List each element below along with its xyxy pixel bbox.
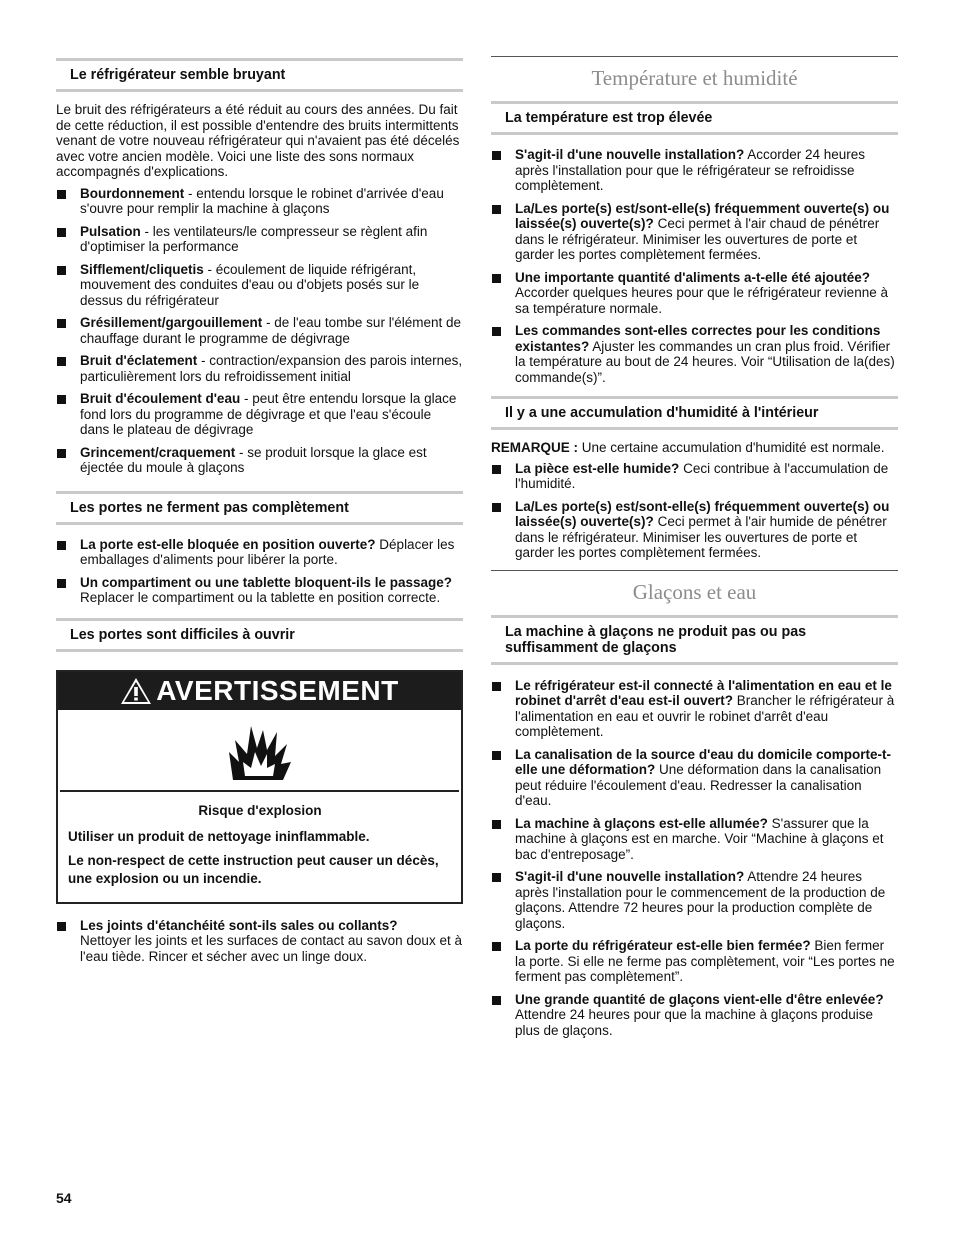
section-title-temperature: Température et humidité: [491, 56, 898, 98]
list-item: La porte est-elle bloquée en position ouverte? Déplacer les emballages d'aliments pour libérer la porte.: [56, 537, 463, 568]
list-item: Grincement/craquement - se produit lorsque la glace est éjectée du moule à glaçons: [56, 445, 463, 476]
warning-box: [56, 670, 463, 904]
list-item: Une grande quantité de glaçons vient-elle d'être enlevée? Attendre 24 heures pour que la machine à glaçons produise plus de glaçons.: [491, 992, 898, 1039]
humidity-list: [491, 461, 898, 561]
warning-title: AVERTISSEMENT: [156, 674, 399, 706]
noisy-intro: Le bruit des réfrigérateurs a été réduit au cours des années. Du fait de cette réduction, il est possible d'entendre des bruits intermittents venant de votre nouveau réfrigérateur qui n'avaient pas été décelés avec votre ancien modèle. Voici une liste des sons normaux accompagnés d'explications.: [56, 102, 460, 179]
list-item: Bourdonnement - entendu lorsque le robinet d'arrivée d'eau s'ouvre pour remplir la machine à glaçons: [56, 186, 463, 217]
list-item: La/Les porte(s) est/sont-elle(s) fréquemment ouverte(s) ou laissée(s) ouverte(s)? Ceci permet à l'air humide de pénétrer dans le réfrigérateur. Minimiser les ouvertures de porte et garder les portes complètement fermées.: [491, 499, 898, 561]
list-item: La porte du réfrigérateur est-elle bien fermée? Bien fermer la porte. Si elle ne ferme pas complètement, voir “Les portes ne ferment pas complètement”.: [491, 938, 898, 985]
heading-doors-not-closing: Les portes ne ferment pas complètement: [56, 491, 463, 525]
heading-ice-maker: La machine à glaçons ne produit pas ou pas suffisamment de glaçons: [491, 615, 898, 665]
list-item: La pièce est-elle humide? Ceci contribue à l'accumulation de l'humidité.: [491, 461, 898, 492]
list-item: La canalisation de la source d'eau du domicile comporte-t-elle une déformation? Une déformation dans la canalisation peut réduire l'écoulement d'eau. Redresser la canalisation d'eau.: [491, 747, 898, 809]
list-item: S'agit-il d'une nouvelle installation? Accorder 24 heures après l'installation pour que le réfrigérateur se refroidisse complètement.: [491, 147, 898, 194]
temp-list: [491, 147, 898, 385]
list-item: La machine à glaçons est-elle allumée? S'assurer que la machine à glaçons est en marche. Voir “Machine à glaçons et bac d'entreposage”.: [491, 816, 898, 863]
list-item: Sifflement/cliquetis - écoulement de liquide réfrigérant, mouvement des conduites d'eau ou d'objets posés sur le dessus du réfrigérateur: [56, 262, 463, 309]
warning-triangle-icon: [120, 677, 152, 705]
seals-list: [56, 918, 463, 965]
warning-pictogram: [60, 710, 459, 792]
page-number: 54: [56, 1190, 72, 1206]
heading-doors-hard-to-open: Les portes sont difficiles à ouvrir: [56, 618, 463, 652]
left-column: [56, 58, 463, 971]
warning-line-2: Le non-respect de cette instruction peut causer un décès, une explosion ou un incendie.: [68, 852, 439, 886]
warning-line-1: Utiliser un produit de nettoyage ininflammable.: [68, 828, 370, 844]
section-title-ice-water: Glaçons et eau: [491, 570, 898, 612]
list-item: Le réfrigérateur est-il connecté à l'alimentation en eau et le robinet d'arrêt d'eau est-il ouvert? Brancher le réfrigérateur à l'alimentation en eau et ouvrir le robinet d'arrêt d'eau complètement.: [491, 678, 898, 740]
warning-risk: Risque d'explosion: [198, 802, 322, 818]
list-item: Bruit d'écoulement d'eau - peut être entendu lorsque la glace fond lors du programme de dégivrage et que l'eau s'écoule dans le plateau de dégivrage: [56, 391, 463, 438]
right-column: [491, 56, 898, 1045]
doors-closing-list: [56, 537, 463, 606]
humidity-note: REMARQUE : Une certaine accumulation d'humidité est normale.: [491, 440, 885, 455]
heading-humidity: Il y a une accumulation d'humidité à l'intérieur: [491, 396, 898, 430]
warning-header: [58, 672, 461, 710]
list-item: Les commandes sont-elles correctes pour les conditions existantes? Ajuster les commandes un cran plus froid. Vérifier la température au bout de 24 heures. Voir “Utilisation de la(des) commande(s)”.: [491, 323, 898, 385]
list-item: Pulsation - les ventilateurs/le compresseur se règlent afin d'optimiser la performance: [56, 224, 463, 255]
list-item: Bruit d'éclatement - contraction/expansion des parois internes, particulièrement lors du refroidissement initial: [56, 353, 463, 384]
explosion-icon: [225, 718, 295, 782]
list-item: Les joints d'étanchéité sont-ils sales ou collants? Nettoyer les joints et les surfaces de contact au savon doux et à l'eau tiède. Rincer et sécher avec un linge doux.: [56, 918, 463, 965]
ice-list: [491, 678, 898, 1039]
list-item: Un compartiment ou une tablette bloquent-ils le passage? Replacer le compartiment ou la tablette en position correcte.: [56, 575, 463, 606]
list-item: Une importante quantité d'aliments a-t-elle été ajoutée? Accorder quelques heures pour que le réfrigérateur revienne à sa température normale.: [491, 270, 898, 317]
heading-noisy: Le réfrigérateur semble bruyant: [56, 58, 463, 92]
list-item: La/Les porte(s) est/sont-elle(s) fréquemment ouverte(s) ou laissée(s) ouverte(s)? Ceci permet à l'air chaud de pénétrer dans le réfrigérateur. Minimiser les ouvertures de porte et garder les portes complètement fermées.: [491, 201, 898, 263]
list-item: S'agit-il d'une nouvelle installation? Attendre 24 heures après l'installation pour le commencement de la production de glaçons. Attendre 72 heures pour la production complète de glaçons.: [491, 869, 898, 931]
noise-list: [56, 186, 463, 476]
list-item: Grésillement/gargouillement - de l'eau tombe sur l'élément de chauffage durant le programme de dégivrage: [56, 315, 463, 346]
heading-temp-too-high: La température est trop élevée: [491, 101, 898, 135]
warning-body: [58, 792, 461, 902]
